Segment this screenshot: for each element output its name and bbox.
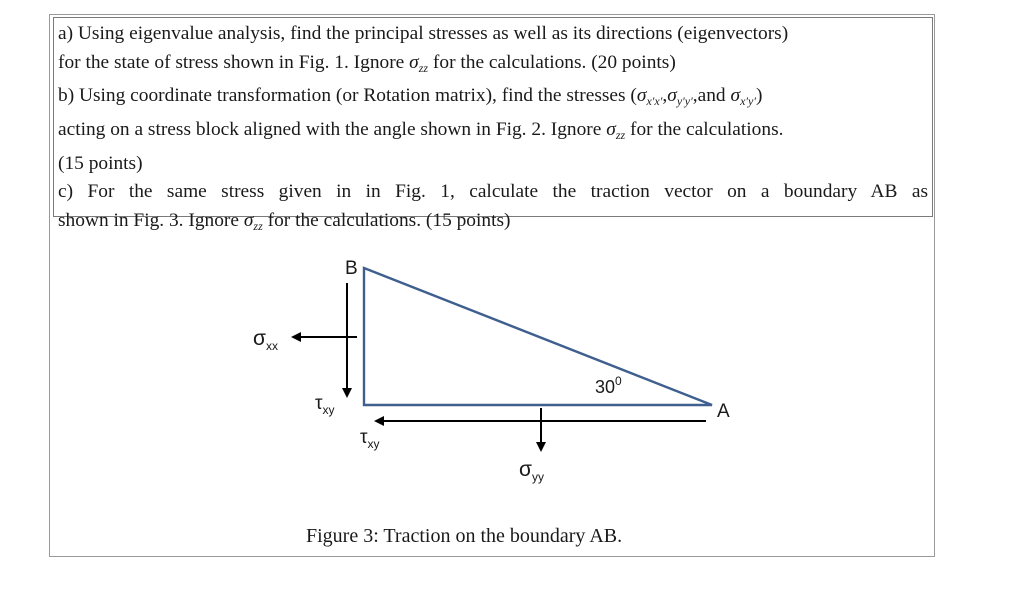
part-c-line-2: shown in Fig. 3. Ignore $\sigma_{zz}$ for the calculations. (15 points)	[58, 209, 511, 233]
label-b: B	[345, 258, 358, 279]
tau-xy-bottom-label: $\tau_{xy}$	[360, 427, 380, 451]
sigma-xpxp-symbol: $\sigma_{x'x'}$	[636, 85, 663, 109]
part-b-line-1: b) Using coordinate transformation (or Rotation matrix), find the stresses ($\sigma_{x'x'},\sigma_{y'y'},and$ $\sigma_{x'y'}$)	[58, 85, 763, 109]
sigma-ypyp-symbol: $\sigma_{y'y'}$	[667, 85, 693, 109]
sigma-zz-symbol: $\sigma_{zz}$	[409, 51, 429, 75]
sigma-xx-label: $\sigma_{xx}$	[253, 327, 278, 353]
figure-caption: Figure 3: Traction on the boundary AB.	[306, 525, 623, 547]
label-a: A	[717, 401, 730, 422]
sigma-xpyp-symbol: $\sigma_{x'y'}$	[730, 85, 756, 109]
tau-xy-left-label: $\tau_{xy}$	[315, 393, 335, 417]
part-b-line-2: acting on a stress block aligned with the angle shown in Fig. 2. Ignore $\sigma_{zz}$ for the calculations.	[58, 118, 784, 143]
triangle-boundary	[364, 268, 712, 405]
sigma-zz-symbol: $\sigma_{zz}$	[606, 118, 626, 143]
part-a-line-1: a) Using eigenvalue analysis, find the principal stresses as well as its directions (eigenvectors)	[58, 23, 789, 44]
sigma-zz-symbol: $\sigma_{zz}$	[243, 209, 263, 233]
part-a-line-2: for the state of stress shown in Fig. 1. Ignore $\sigma_{zz}$ for the calculations. (20 points)	[58, 51, 676, 75]
part-c-line-1: c) For the same stress given in in Fig. 1, calculate the traction vector on a boundary AB as	[58, 181, 928, 203]
angle-label: $30^0$	[595, 374, 622, 397]
sigma-yy-label: $\sigma_{yy}$	[519, 458, 544, 484]
part-b-line-3: (15 points)	[58, 152, 143, 174]
